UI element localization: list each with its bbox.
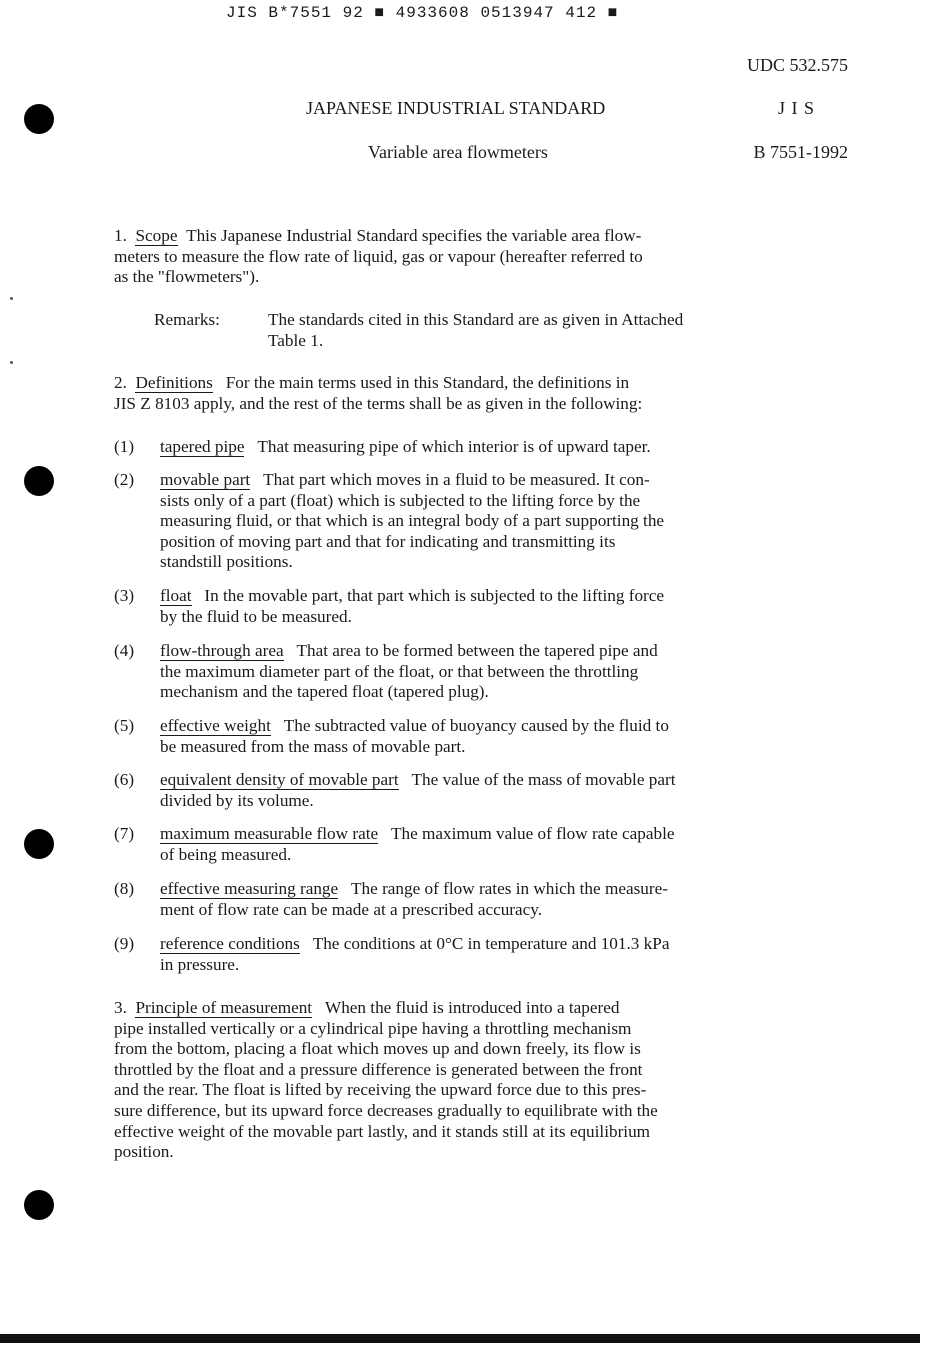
- scan-speck: [10, 361, 13, 364]
- item-number: (8): [114, 879, 135, 898]
- item-line: That part which moves in a fluid to be measured. It con-: [263, 470, 650, 489]
- punch-hole: [24, 466, 54, 496]
- item-line: That measuring pipe of which interior is of upward taper.: [257, 437, 651, 456]
- principle-line: effective weight of the movable part lastly, and it stands still at its equilibrium: [114, 1121, 651, 1141]
- remarks-line: The standards cited in this Standard are as given in Attached: [268, 310, 684, 329]
- item-line: The value of the mass of movable part: [411, 770, 676, 789]
- remarks-line: Table 1.: [268, 330, 324, 350]
- item-term: float: [160, 586, 192, 605]
- definition-item: [114, 716, 844, 757]
- item-line: sists only of a part (float) which is subjected to the lifting force by the: [160, 490, 641, 510]
- document-code-text: JIS B*7551 92 ■ 4933608 0513947 412 ■: [226, 4, 619, 22]
- item-line: mechanism and the tapered float (tapered plug).: [160, 682, 489, 702]
- definition-item: [114, 437, 844, 458]
- remarks-label: Remarks:: [154, 310, 220, 329]
- definition-item: [114, 470, 844, 573]
- principle-line: When the fluid is introduced into a tapered: [324, 998, 620, 1017]
- item-line: the maximum diameter part of the float, or that between the throttling: [160, 661, 639, 681]
- document-title: Variable area flowmeters: [368, 142, 548, 162]
- item-term: movable part: [160, 470, 251, 489]
- item-line: divided by its volume.: [160, 790, 314, 810]
- item-term: flow-through area: [160, 641, 284, 660]
- definitions-line: JIS Z 8103 apply, and the rest of the terms shall be as given in the following:: [114, 393, 643, 413]
- item-line: The conditions at 0°C in temperature and 101.3 kPa: [312, 934, 670, 953]
- section-scope: [114, 226, 844, 288]
- item-line: The range of flow rates in which the measure-: [351, 879, 668, 898]
- definition-item: [114, 770, 844, 811]
- item-line: The subtracted value of buoyancy caused by the fluid to: [283, 716, 669, 735]
- document-code-line: [226, 4, 618, 22]
- scope-line: meters to measure the flow rate of liquid, gas or vapour (hereafter referred to: [114, 246, 643, 266]
- item-line: position of moving part and that for indicating and transmitting its: [160, 531, 616, 551]
- standard-number: B 7551-1992: [753, 142, 848, 162]
- bottom-rule: [0, 1334, 920, 1343]
- item-line: by the fluid to be measured.: [160, 606, 352, 626]
- udc-number: UDC 532.575: [746, 55, 848, 75]
- section-heading: Scope: [135, 226, 178, 245]
- scan-speck: [10, 297, 13, 300]
- section-definitions: [114, 373, 844, 414]
- item-line: measuring fluid, or that which is an integral body of a part supporting the: [160, 511, 665, 531]
- definition-item: [114, 934, 844, 975]
- section-number: 1.: [114, 226, 127, 245]
- principle-line: from the bottom, placing a float which moves up and down freely, its flow is: [114, 1039, 641, 1059]
- punch-hole: [24, 104, 54, 134]
- item-number: (1): [114, 437, 135, 456]
- jis-mark: J I S: [778, 98, 816, 118]
- item-term: tapered pipe: [160, 437, 245, 456]
- item-line: standstill positions.: [160, 552, 293, 572]
- item-line: ment of flow rate can be made at a prescribed accuracy.: [160, 899, 543, 919]
- item-line: The maximum value of flow rate capable: [391, 824, 675, 843]
- item-term: effective weight: [160, 716, 271, 735]
- principle-line: and the rear. The float is lifted by receiving the upward force due to this pres-: [114, 1080, 647, 1100]
- remarks: [154, 310, 844, 351]
- section-number: 2.: [114, 373, 127, 392]
- item-number: (7): [114, 824, 135, 843]
- section-principle: [114, 998, 844, 1163]
- definition-item: [114, 824, 844, 865]
- item-number: (5): [114, 716, 135, 735]
- item-number: (6): [114, 770, 135, 789]
- principle-line: sure difference, but its upward force decreases gradually to equilibrate with the: [114, 1100, 658, 1120]
- principle-line: pipe installed vertically or a cylindrical pipe having a throttling mechanism: [114, 1018, 632, 1038]
- definition-item: [114, 586, 844, 627]
- definition-item: [114, 641, 844, 703]
- item-term: maximum measurable flow rate: [160, 824, 379, 843]
- item-number: (2): [114, 470, 135, 489]
- item-line: in pressure.: [160, 954, 240, 974]
- item-number: (9): [114, 934, 135, 953]
- principle-line: position.: [114, 1142, 174, 1162]
- item-number: (4): [114, 641, 135, 660]
- standard-name: JAPANESE INDUSTRIAL STANDARD: [306, 98, 606, 118]
- item-term: effective measuring range: [160, 879, 339, 898]
- section-heading: Principle of measurement: [135, 998, 313, 1017]
- definition-item: [114, 879, 844, 920]
- punch-hole: [24, 829, 54, 859]
- section-heading: Definitions: [135, 373, 213, 392]
- item-term: reference conditions: [160, 934, 300, 953]
- item-line: of being measured.: [160, 844, 292, 864]
- item-line: be measured from the mass of movable part.: [160, 736, 466, 756]
- section-number: 3.: [114, 998, 127, 1017]
- scope-line: This Japanese Industrial Standard specifies the variable area flow-: [186, 226, 642, 245]
- punch-hole: [24, 1190, 54, 1220]
- item-line: In the movable part, that part which is subjected to the lifting force: [204, 586, 665, 605]
- definitions-line: For the main terms used in this Standard, the definitions in: [225, 373, 630, 392]
- item-line: That area to be formed between the tapered pipe and: [296, 641, 658, 660]
- item-number: (3): [114, 586, 135, 605]
- scope-line: as the "flowmeters").: [114, 267, 260, 287]
- principle-line: throttled by the float and a pressure difference is generated between the front: [114, 1059, 643, 1079]
- item-term: equivalent density of movable part: [160, 770, 399, 789]
